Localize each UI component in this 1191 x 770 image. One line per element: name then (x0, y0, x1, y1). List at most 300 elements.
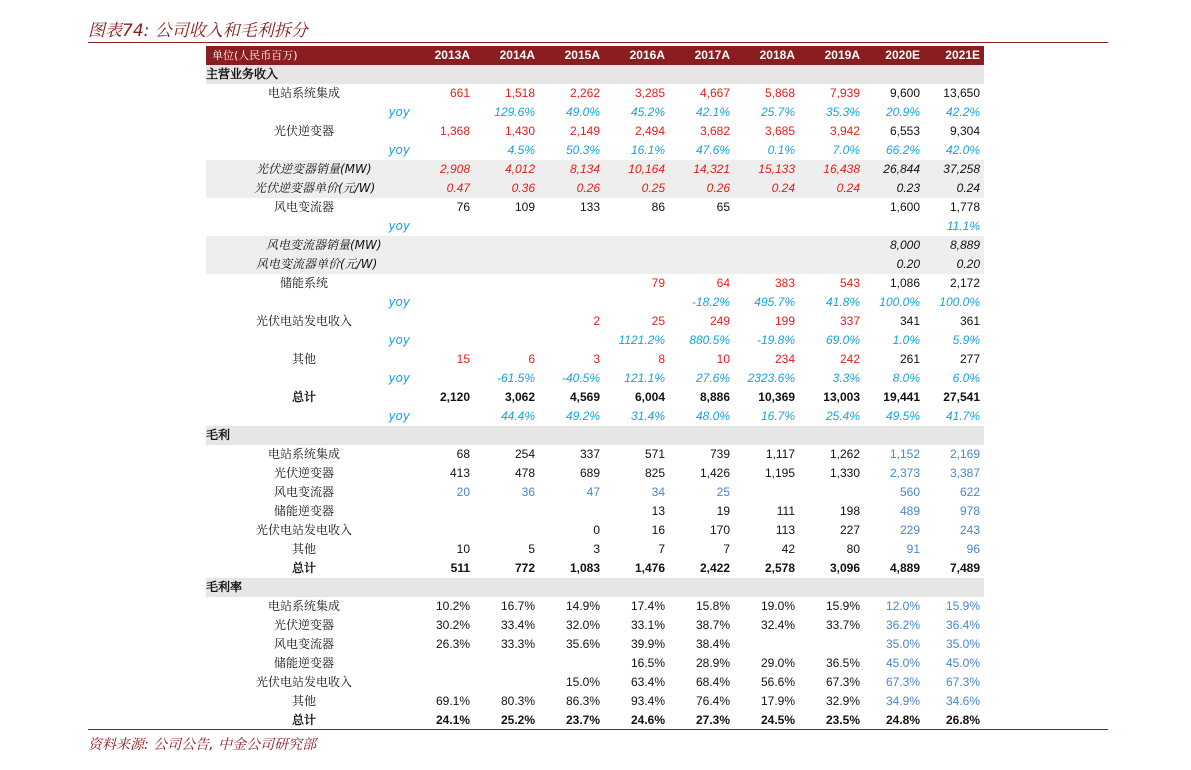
table-cell: 3,285 (634, 86, 665, 100)
table-cell (539, 274, 604, 293)
table-cell: 4,889 (889, 561, 920, 575)
table-cell: 65 (716, 200, 730, 214)
table-cell (474, 673, 539, 692)
table-cell: 32.0% (565, 618, 600, 632)
table-cell: 7 (723, 542, 730, 556)
table-cell: 198 (839, 504, 860, 518)
table-cell: 0.47 (414, 179, 474, 198)
table-cell: 93.4% (630, 694, 665, 708)
table-row (206, 540, 984, 559)
table-cell: 35.3% (825, 105, 860, 119)
table-cell (474, 654, 539, 673)
table-cell: 13 (651, 504, 665, 518)
table-cell: 69.0% (825, 333, 860, 347)
table-cell: 0.25 (604, 179, 669, 198)
table-cell (474, 274, 539, 293)
table-cell: 25.2% (500, 713, 535, 727)
table-cell: 1,426 (699, 466, 730, 480)
row-label: yoy (388, 105, 410, 119)
table-row (206, 84, 984, 103)
table-cell: 261 (899, 352, 920, 366)
table-cell (474, 331, 539, 350)
table-cell: 8.0% (892, 371, 920, 385)
table-cell: 6,553 (889, 124, 920, 138)
bottom-rule (88, 729, 1108, 730)
table-cell (734, 255, 799, 274)
table-cell (414, 103, 474, 122)
table-cell: 32.4% (760, 618, 795, 632)
section-row (206, 578, 984, 597)
table-cell: 28.9% (695, 656, 730, 670)
yoy-row (206, 331, 984, 350)
table-cell: 30.2% (435, 618, 470, 632)
table-cell: 571 (644, 447, 665, 461)
section-label: 毛利 (206, 426, 984, 445)
table-cell: 661 (449, 86, 470, 100)
table-cell: 64 (716, 276, 730, 290)
row-label: 光伏电站发电收入 (256, 675, 353, 689)
table-cell (474, 502, 539, 521)
table-cell: 27.3% (695, 713, 730, 727)
table-cell: 234 (774, 352, 795, 366)
table-cell: 25.4% (825, 409, 860, 423)
table-cell: 15 (456, 352, 470, 366)
table-cell (414, 407, 474, 426)
table-cell: 0.36 (474, 179, 539, 198)
table-cell: 1,117 (765, 447, 795, 461)
table-cell: 34 (651, 485, 665, 499)
table-cell: 8,000 (864, 236, 924, 255)
table-cell: 229 (899, 523, 920, 537)
table-cell: -40.5% (561, 371, 600, 385)
table-cell: 29.0% (760, 656, 795, 670)
table-cell (604, 293, 669, 312)
table-cell: 8,134 (539, 160, 604, 179)
row-label: 储能逆变器 (274, 504, 335, 518)
table-cell: 23.5% (825, 713, 860, 727)
table-cell: 10,164 (604, 160, 669, 179)
table-row (206, 597, 984, 616)
table-cell: 3,682 (699, 124, 730, 138)
table-cell: 68 (456, 447, 470, 461)
table-cell: 38.7% (695, 618, 730, 632)
table-cell (734, 635, 799, 654)
table-cell: 39.9% (630, 637, 665, 651)
table-cell: 67.3% (825, 675, 860, 689)
section-row (206, 65, 984, 84)
table-cell: 19 (716, 504, 730, 518)
table-cell: 16.5% (630, 656, 665, 670)
table-row (206, 236, 984, 255)
table-cell: 543 (839, 276, 860, 290)
table-cell: 15.8% (695, 599, 730, 613)
table-cell: 337 (839, 314, 860, 328)
table-cell: 16,438 (799, 160, 864, 179)
row-label: 其他 (292, 694, 317, 708)
year-header: 2014A (474, 46, 539, 65)
table-cell: 13,650 (943, 86, 980, 100)
row-label: 风电变流器 (274, 637, 335, 651)
table-row (206, 179, 984, 198)
table-cell (539, 293, 604, 312)
table-cell: 7,939 (829, 86, 860, 100)
table-cell: 66.2% (885, 143, 920, 157)
table-cell: 489 (899, 504, 920, 518)
table-cell: 1,195 (764, 466, 795, 480)
table-cell (414, 141, 474, 160)
row-label: 光伏电站发电收入 (256, 314, 353, 328)
table-cell: 1.0% (892, 333, 920, 347)
table-cell: 2,149 (569, 124, 600, 138)
table-cell: 3,942 (829, 124, 860, 138)
table-cell (474, 521, 539, 540)
yoy-row (206, 217, 984, 236)
table-cell: 26,844 (864, 160, 924, 179)
table-cell: 383 (774, 276, 795, 290)
table-cell: 1,430 (504, 124, 535, 138)
row-label: 电站系统集成 (268, 599, 341, 613)
table-cell: 0.20 (864, 255, 924, 274)
table-cell: 2,169 (949, 447, 980, 461)
table-cell: 6.0% (952, 371, 980, 385)
table-cell: 1,152 (889, 447, 920, 461)
table-cell: 3,062 (504, 390, 535, 404)
table-cell: 1,518 (504, 86, 535, 100)
table-cell: 17.4% (630, 599, 665, 613)
table-cell: 227 (839, 523, 860, 537)
year-header: 2017A (669, 46, 734, 65)
table-cell: 23.7% (565, 713, 600, 727)
row-label: yoy (388, 409, 410, 423)
table-row (206, 445, 984, 464)
table-cell: 6 (528, 352, 535, 366)
table-cell: 121.1% (624, 371, 665, 385)
table-cell: 0 (593, 523, 600, 537)
table-cell: 86.3% (565, 694, 600, 708)
table-cell: 19,441 (883, 390, 920, 404)
table-cell: 1,262 (829, 447, 860, 461)
row-label: 光伏逆变器 (274, 466, 335, 480)
table-cell: 15.9% (825, 599, 860, 613)
table-row (206, 654, 984, 673)
table-cell: 49.0% (565, 105, 600, 119)
table-row (206, 274, 984, 293)
table-cell: 36.5% (825, 656, 860, 670)
table-cell: 17.9% (760, 694, 795, 708)
table-cell: 41.7% (945, 409, 980, 423)
table-cell: 37,258 (924, 160, 984, 179)
table-cell: 38.4% (695, 637, 730, 651)
row-label: 光伏逆变器单价(元/W) (206, 179, 414, 198)
table-cell: 19.0% (760, 599, 795, 613)
yoy-row (206, 293, 984, 312)
table-row (206, 122, 984, 141)
yoy-row (206, 141, 984, 160)
table-cell (414, 217, 474, 236)
table-cell: 0.26 (539, 179, 604, 198)
table-cell: -61.5% (496, 371, 535, 385)
table-cell: 413 (449, 466, 470, 480)
table-cell: 36 (521, 485, 535, 499)
yoy-row (206, 407, 984, 426)
table-cell: 36.2% (885, 618, 920, 632)
table-row (206, 502, 984, 521)
table-cell: 80.3% (500, 694, 535, 708)
row-label: 总计 (292, 713, 317, 727)
section-label: 毛利率 (206, 578, 984, 597)
table-cell: 242 (839, 352, 860, 366)
table-cell: 41.8% (825, 295, 860, 309)
table-cell: 25.7% (760, 105, 795, 119)
table-cell: 7 (658, 542, 665, 556)
row-label: 风电变流器销量(MW) (206, 236, 414, 255)
table-cell: 2,578 (764, 561, 795, 575)
year-header: 2019A (799, 46, 864, 65)
table-cell (669, 255, 734, 274)
table-cell: 1,600 (889, 200, 920, 214)
table-cell: 0.24 (734, 179, 799, 198)
row-label: yoy (388, 143, 410, 157)
year-header: 2020E (864, 46, 924, 65)
table-cell: 254 (514, 447, 535, 461)
row-label: yoy (388, 219, 410, 233)
table-cell: 49.2% (565, 409, 600, 423)
row-label: 储能逆变器 (274, 656, 335, 670)
table-cell: 0.1% (767, 143, 795, 157)
table-row (206, 521, 984, 540)
row-label: 光伏逆变器 (274, 618, 335, 632)
table-cell: 33.1% (630, 618, 665, 632)
table-cell: 32.9% (825, 694, 860, 708)
table-cell: 45.0% (945, 656, 980, 670)
table-cell: 170 (709, 523, 730, 537)
table-cell: 4,569 (569, 390, 600, 404)
year-header: 2021E (924, 46, 984, 65)
table-cell: 24.1% (435, 713, 470, 727)
table-cell: 63.4% (630, 675, 665, 689)
table-cell (414, 255, 474, 274)
table-cell: 10 (716, 352, 730, 366)
table-row (206, 350, 984, 369)
table-cell (414, 369, 474, 388)
table-cell: 2,262 (569, 86, 600, 100)
table-cell: 6,004 (634, 390, 665, 404)
table-row (206, 692, 984, 711)
table-cell: 79 (651, 276, 665, 290)
table-cell: 33.7% (825, 618, 860, 632)
table-cell: 42.2% (945, 105, 980, 119)
table-cell (604, 255, 669, 274)
table-cell: 31.4% (630, 409, 665, 423)
table-cell: 337 (579, 447, 600, 461)
table-row (206, 388, 984, 407)
table-cell: 36.4% (945, 618, 980, 632)
row-label: 电站系统集成 (268, 447, 341, 461)
table-cell: 76.4% (695, 694, 730, 708)
table-cell: 34.9% (885, 694, 920, 708)
table-cell (414, 312, 474, 331)
table-cell: 4.5% (507, 143, 535, 157)
table-cell: 3,387 (949, 466, 980, 480)
row-label: 储能系统 (280, 276, 329, 290)
top-rule (88, 42, 1108, 43)
table-cell: 113 (775, 523, 795, 537)
table-cell (474, 312, 539, 331)
table-cell (539, 217, 604, 236)
table-cell (539, 654, 604, 673)
table-cell: 68.4% (695, 675, 730, 689)
table-cell: 1121.2% (618, 333, 665, 347)
year-header: 2016A (604, 46, 669, 65)
table-cell (734, 198, 799, 217)
table-cell: 67.3% (945, 675, 980, 689)
table-cell (414, 502, 474, 521)
table-cell: 24.8% (885, 713, 920, 727)
table-row (206, 616, 984, 635)
table-cell: 96 (966, 542, 980, 556)
table-cell (539, 331, 604, 350)
table-cell: 42 (781, 542, 795, 556)
table-cell: 111 (776, 504, 795, 518)
row-label: 风电变流器 (274, 200, 335, 214)
table-cell: 20 (456, 485, 470, 499)
unit-label: 单位(人民币百万) (206, 46, 414, 65)
table-cell (669, 217, 734, 236)
table-cell (799, 635, 864, 654)
table-cell (799, 255, 864, 274)
table-row (206, 559, 984, 578)
row-label: 光伏逆变器销量(MW) (206, 160, 414, 179)
table-row (206, 464, 984, 483)
table-cell: 1,476 (634, 561, 665, 575)
table-cell: 978 (959, 504, 980, 518)
table-cell: 56.6% (760, 675, 795, 689)
row-label: 电站系统集成 (268, 86, 341, 100)
table-cell: 772 (514, 561, 535, 575)
yoy-row (206, 103, 984, 122)
table-cell: 2,120 (439, 390, 470, 404)
table-cell: 4,667 (699, 86, 730, 100)
row-label: yoy (388, 333, 410, 347)
table-body (206, 65, 984, 730)
table-row (206, 673, 984, 692)
table-cell: 622 (959, 485, 980, 499)
table-cell: 9,304 (949, 124, 980, 138)
table-cell: 8,886 (699, 390, 730, 404)
table-cell: 50.3% (565, 143, 600, 157)
table-cell: 2,908 (414, 160, 474, 179)
table-cell: 3 (593, 542, 600, 556)
table-cell: 8 (658, 352, 665, 366)
table-cell: 47.6% (695, 143, 730, 157)
table-cell: 26.8% (945, 713, 980, 727)
revenue-margin-table (206, 46, 984, 730)
table-cell: 129.6% (494, 105, 535, 119)
table-cell: 478 (514, 466, 535, 480)
table-cell (799, 236, 864, 255)
table-cell: 12.0% (885, 599, 920, 613)
table-cell: 47 (586, 485, 600, 499)
table-cell (734, 483, 799, 502)
table-cell: 35.0% (885, 637, 920, 651)
table-cell: 14,321 (669, 160, 734, 179)
table-cell: 33.4% (500, 618, 535, 632)
table-cell (414, 673, 474, 692)
table-cell: 1,330 (829, 466, 860, 480)
table-cell: 243 (959, 523, 980, 537)
table-cell: 45.2% (630, 105, 665, 119)
table-cell: 20.9% (885, 105, 920, 119)
table-cell: 5,868 (764, 86, 795, 100)
table-cell: 16 (651, 523, 665, 537)
table-cell: 1,083 (569, 561, 600, 575)
table-cell: 2323.6% (747, 371, 795, 385)
table-cell: 15,133 (734, 160, 799, 179)
table-cell: 86 (651, 200, 665, 214)
table-cell: 67.3% (885, 675, 920, 689)
table-cell: 0.20 (924, 255, 984, 274)
row-label: yoy (388, 295, 410, 309)
table-cell: 2 (593, 314, 600, 328)
table-cell: -19.8% (756, 333, 795, 347)
table-cell: 24.6% (630, 713, 665, 727)
table-cell: 42.1% (695, 105, 730, 119)
table-cell: 361 (959, 314, 980, 328)
row-label: 其他 (292, 542, 317, 556)
table-cell: 277 (959, 352, 980, 366)
table-cell (539, 255, 604, 274)
row-label: 总计 (292, 561, 317, 575)
table-cell: 26.3% (435, 637, 470, 651)
table-cell: 495.7% (754, 295, 795, 309)
table-cell: 15.0% (565, 675, 600, 689)
table-cell: 9,600 (889, 86, 920, 100)
table-cell: 100.0% (879, 295, 920, 309)
table-cell (414, 521, 474, 540)
table-cell (799, 198, 864, 217)
table-cell: 1,086 (889, 276, 920, 290)
year-header: 2015A (539, 46, 604, 65)
table-cell: 880.5% (689, 333, 730, 347)
table-cell: 45.0% (885, 656, 920, 670)
table-cell: 27,541 (943, 390, 980, 404)
table-cell: 1,778 (949, 200, 980, 214)
section-label: 主营业务收入 (206, 65, 984, 84)
table-cell: 3 (593, 352, 600, 366)
table-cell: 0.24 (924, 179, 984, 198)
table-row (206, 312, 984, 331)
table-cell: 10.2% (435, 599, 470, 613)
table-row (206, 198, 984, 217)
row-label: 其他 (292, 352, 317, 366)
table-cell: 80 (846, 542, 860, 556)
table-cell: 27.6% (695, 371, 730, 385)
figure-title: 图表74: 公司收入和毛利拆分 (88, 21, 308, 41)
table-cell: 7,489 (949, 561, 980, 575)
row-label: 光伏电站发电收入 (256, 523, 353, 537)
table-cell (474, 236, 539, 255)
table-cell: 69.1% (435, 694, 470, 708)
header-row (206, 46, 984, 65)
year-header: 2013A (414, 46, 474, 65)
table-cell: 2,373 (889, 466, 920, 480)
table-cell: 35.6% (565, 637, 600, 651)
table-cell (669, 236, 734, 255)
table-cell: 5 (528, 542, 535, 556)
table-cell: 16.1% (630, 143, 665, 157)
table-cell: 739 (709, 447, 730, 461)
table-cell: 2,422 (699, 561, 730, 575)
